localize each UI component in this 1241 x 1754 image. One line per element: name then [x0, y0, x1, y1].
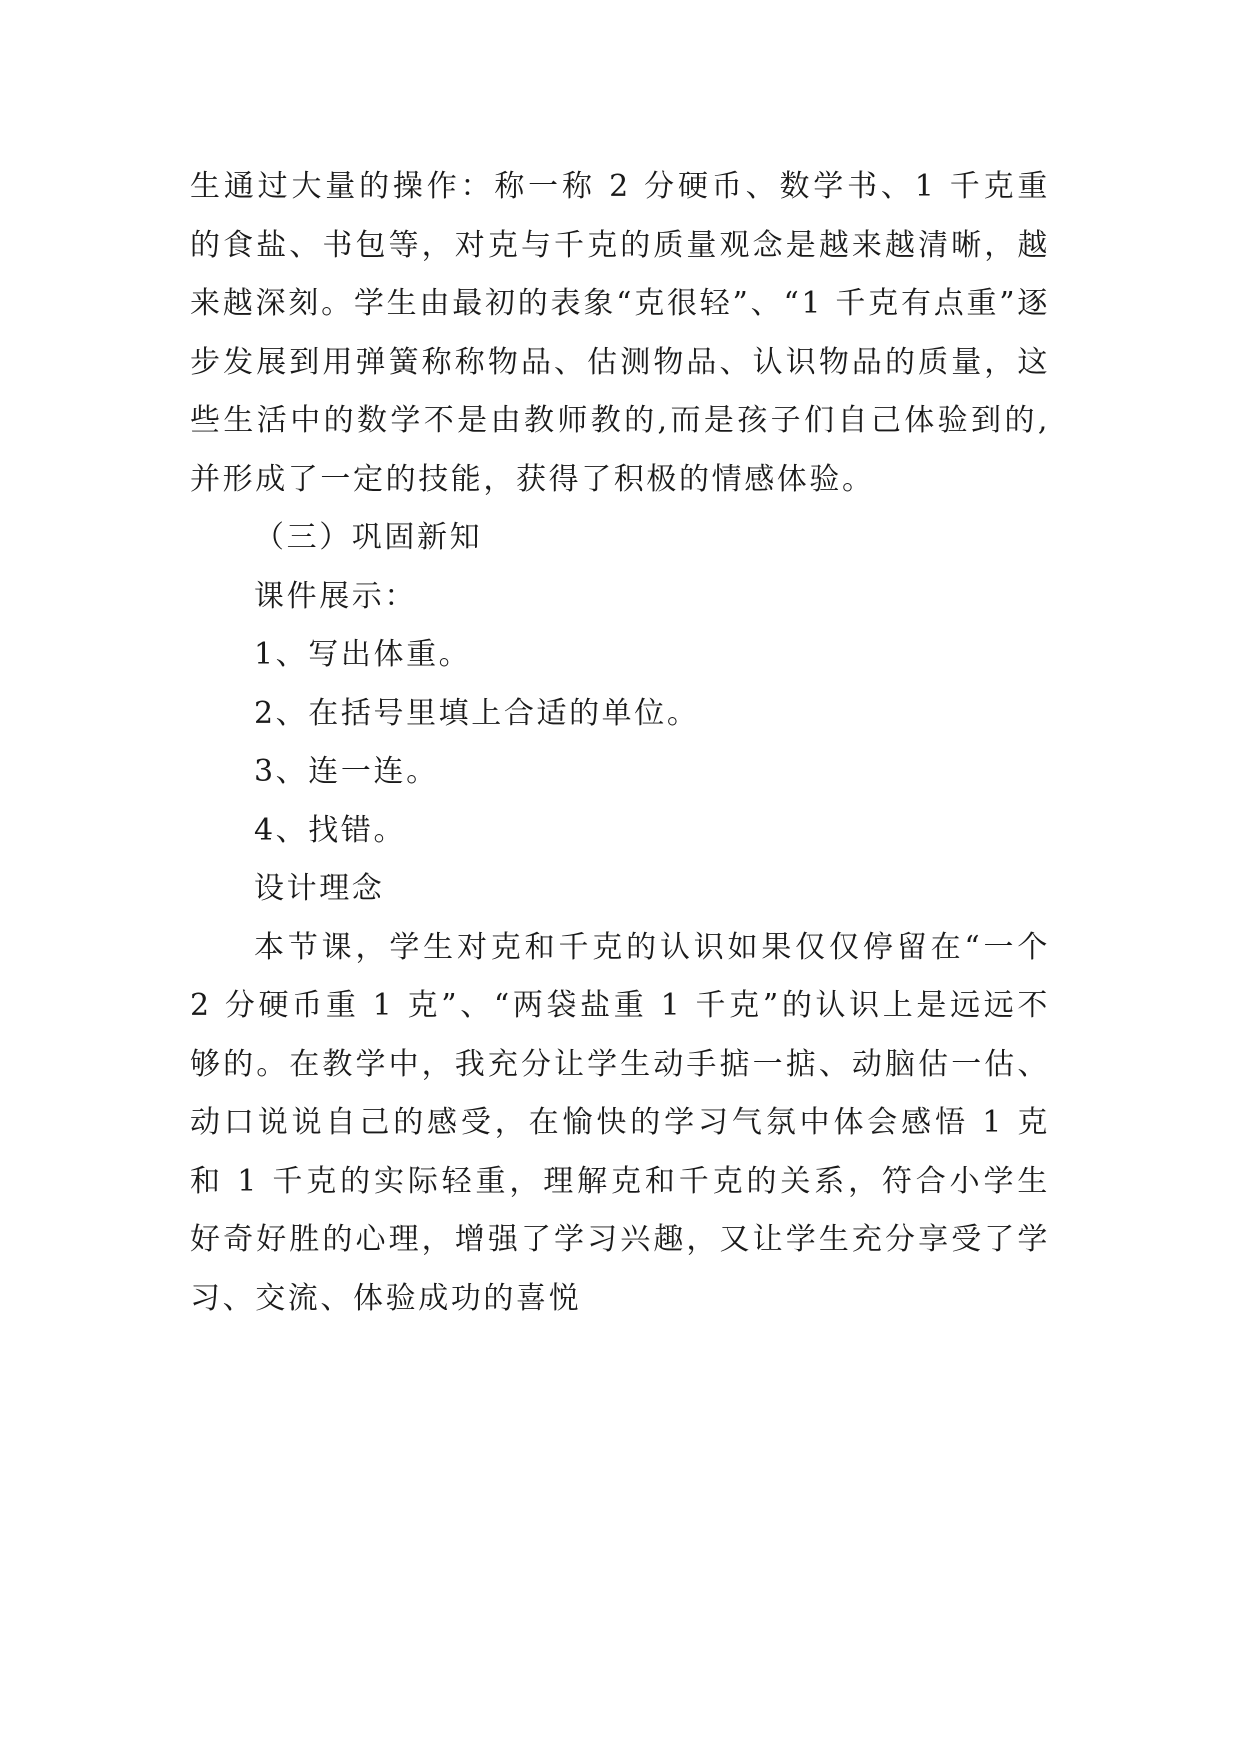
list-item-1: 1、写出体重。 — [254, 637, 472, 672]
document-page — [190, 158, 1050, 1328]
courseware-label: 课件展示： — [254, 578, 417, 614]
section-heading-consolidate: （三）巩固新知 — [254, 520, 483, 555]
body-paragraph-continuation: 生通过大量的操作：称一称 2 分硬币、数学书、1 千克重的食盐、书包等，对克与千克的质量观念是越来越清晰，越来越深刻。学生由最初的表象“克很轻”、“1 千克有点重”逐步发展到用弹簧称称物品、估测物品、认识物品的质量，这些生活中的数学不是由教师教的,而是孩子们自己体验到的,并形成了一定的技能，获得了积极的情感体验。 — [190, 169, 1050, 497]
list-item-3: 3、连一连。 — [254, 754, 439, 789]
list-item-4: 4、找错。 — [254, 812, 407, 848]
design-concept-paragraph: 本节课，学生对克和千克的认识如果仅仅停留在“一个 2 分硬币重 1 克”、“两袋盐重 1 千克”的认识上是远远不够的。在教学中，我充分让学生动手掂一掂、动脑估一估、动口说说自己的感受，在愉快的学习气氛中体会感悟 1 克和 1 千克的实际轻重，理解克和千克的关系，符合小学生好奇好胜的心理，增强了学习兴趣，又让学生充分享受了学习、交流、体验成功的喜悦 — [190, 929, 1050, 1316]
design-concept-heading: 设计理念 — [254, 871, 385, 906]
list-item-2: 2、在括号里填上合适的单位。 — [254, 695, 700, 731]
